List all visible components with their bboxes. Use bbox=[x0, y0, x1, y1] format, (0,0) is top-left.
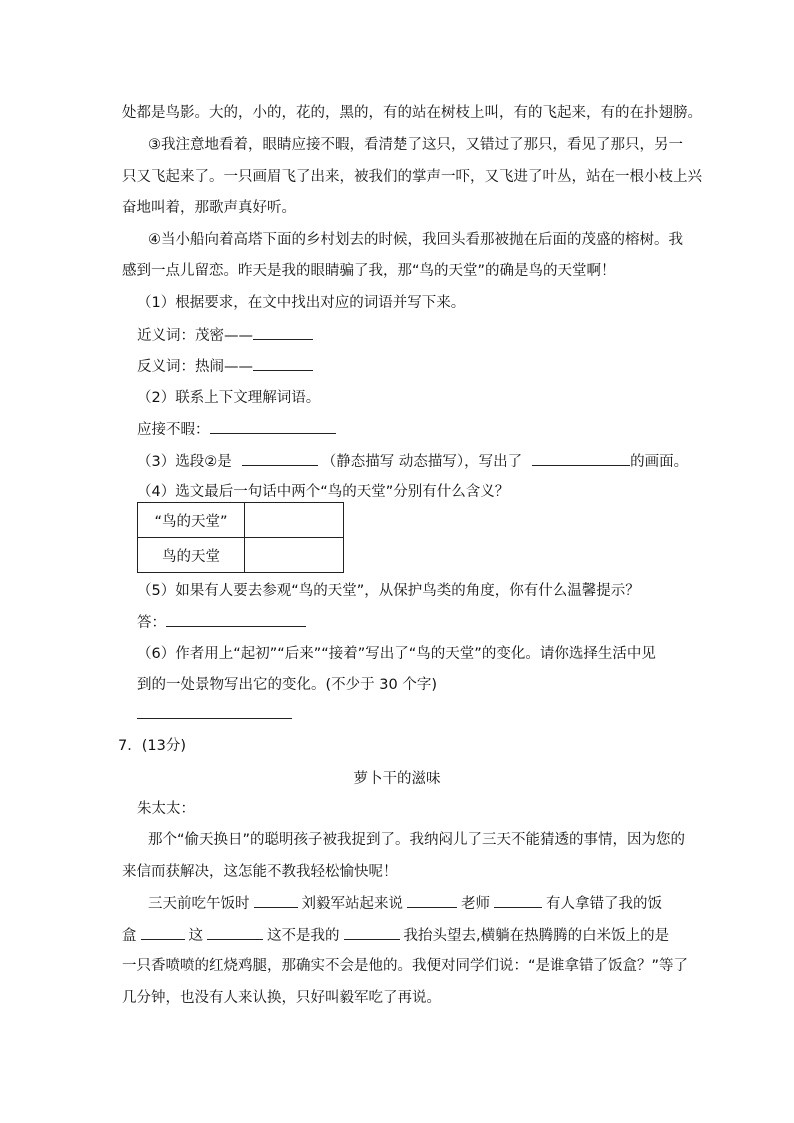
passage-line: 感到一点儿留恋。昨天是我的眼睛骗了我，那“鸟的天堂”的确是鸟的天堂啊！ bbox=[122, 263, 616, 279]
term-label: 应接不暇： bbox=[137, 422, 210, 438]
q3-blank-2[interactable] bbox=[532, 451, 630, 466]
q3-part-b: （静态描写 动态描写），写出了 bbox=[321, 454, 523, 470]
p2-b: 刘毅军站起来说 bbox=[301, 896, 403, 912]
question-6-cont: 到的一处景物写出它的变化。(不少于 30 个字) bbox=[137, 677, 437, 693]
punct-blank[interactable] bbox=[344, 925, 400, 940]
meaning-table bbox=[137, 502, 344, 573]
question-3 bbox=[137, 451, 688, 472]
punct-blank[interactable] bbox=[407, 893, 457, 908]
passage-line: 只又飞起来了。一只画眉飞了出来，被我们的掌声一吓，又飞进了叶丛，站在一根小枝上兴 bbox=[122, 169, 702, 185]
passage-line: 处都是鸟影。大的，小的，花的，黑的，有的站在树枝上叫，有的飞起来，有的在扑翅膀。 bbox=[122, 105, 702, 121]
passage-line: ④当小船向着高塔下面的乡村划去的时候，我回头看那被抛在后面的茂盛的榕树。我 bbox=[148, 232, 683, 248]
passage-line: ③我注意地看着，眼睛应接不暇，看清楚了这只，又错过了那只，看见了那只，另一 bbox=[148, 137, 683, 153]
punct-blank[interactable] bbox=[141, 925, 185, 940]
p2-g: 这不是我的 bbox=[267, 928, 340, 944]
q3-part-c: 的画面。 bbox=[630, 454, 689, 470]
p2-d: 有人拿错了我的饭 bbox=[546, 896, 662, 912]
question-1-antonym bbox=[137, 356, 317, 377]
article-title: 萝卜干的滋味 bbox=[353, 771, 441, 787]
antonym-answer-blank[interactable] bbox=[253, 356, 313, 371]
table-row-label: “鸟的天堂” bbox=[138, 503, 245, 538]
section-7-header: 7．(13分) bbox=[118, 738, 186, 754]
table-row bbox=[138, 538, 344, 573]
table-row bbox=[138, 503, 344, 538]
question-1-synonym bbox=[137, 325, 317, 346]
answer-label: 答： bbox=[137, 615, 166, 631]
q6-answer-line[interactable] bbox=[137, 718, 292, 719]
question-6: （6）作者用上“起初”“后来”“接着”写出了“鸟的天堂”的变化。请你选择生活中见 bbox=[137, 646, 656, 662]
question-1: （1）根据要求，在文中找出对应的词语并写下来。 bbox=[137, 295, 466, 311]
p2-e: 盒 bbox=[122, 928, 137, 944]
question-5-answer bbox=[137, 612, 310, 633]
question-4: （4）选文最后一句话中两个“鸟的天堂”分别有什么含义？ bbox=[137, 484, 510, 500]
punct-blank[interactable] bbox=[494, 893, 542, 908]
q3-part-a: （3）选段②是 bbox=[137, 454, 232, 470]
p2-f: 这 bbox=[188, 928, 203, 944]
punct-blank[interactable] bbox=[254, 893, 298, 908]
term-answer-blank[interactable] bbox=[210, 419, 336, 434]
p2-a: 三天前吃午饭时 bbox=[148, 896, 250, 912]
article-line-punctuation bbox=[122, 925, 669, 946]
p2-h: 我抬头望去,横躺在热腾腾的白米饭上的是 bbox=[403, 928, 670, 944]
question-2: （2）联系上下文理解词语。 bbox=[137, 390, 321, 406]
article-line: 一只香喷喷的红烧鸡腿，那确实不会是他的。我便对同学们说：“是谁拿错了饭盒？”等了 bbox=[122, 958, 689, 974]
synonym-label: 近义词：茂密—— bbox=[137, 328, 253, 344]
salutation: 朱太太： bbox=[137, 801, 195, 817]
passage-line: 奋地叫着，那歌声真好听。 bbox=[122, 200, 296, 216]
table-row-label: 鸟的天堂 bbox=[138, 538, 245, 573]
q3-blank-1[interactable] bbox=[242, 451, 318, 466]
antonym-label: 反义词：热闹—— bbox=[137, 359, 253, 375]
punct-blank[interactable] bbox=[207, 925, 263, 940]
p2-c: 老师 bbox=[461, 896, 490, 912]
article-line: 几分钟，也没有人来认换，只好叫毅军吃了再说。 bbox=[122, 990, 441, 1006]
synonym-answer-blank[interactable] bbox=[253, 325, 313, 340]
table-answer-cell[interactable] bbox=[245, 503, 344, 538]
article-line: 来信而获解决，这怎能不教我轻松愉快呢！ bbox=[122, 864, 398, 880]
article-line: 那个“偷天换日”的聪明孩子被我捉到了。我纳闷儿了三天不能猜透的事情，因为您的 bbox=[148, 832, 686, 848]
question-5: （5）如果有人要去参观“鸟的天堂”，从保护鸟类的角度，你有什么温馨提示？ bbox=[137, 583, 640, 599]
article-line-punctuation bbox=[148, 893, 662, 914]
q5-answer-blank[interactable] bbox=[166, 612, 306, 627]
table-answer-cell[interactable] bbox=[245, 538, 344, 573]
question-2-term bbox=[137, 419, 340, 440]
